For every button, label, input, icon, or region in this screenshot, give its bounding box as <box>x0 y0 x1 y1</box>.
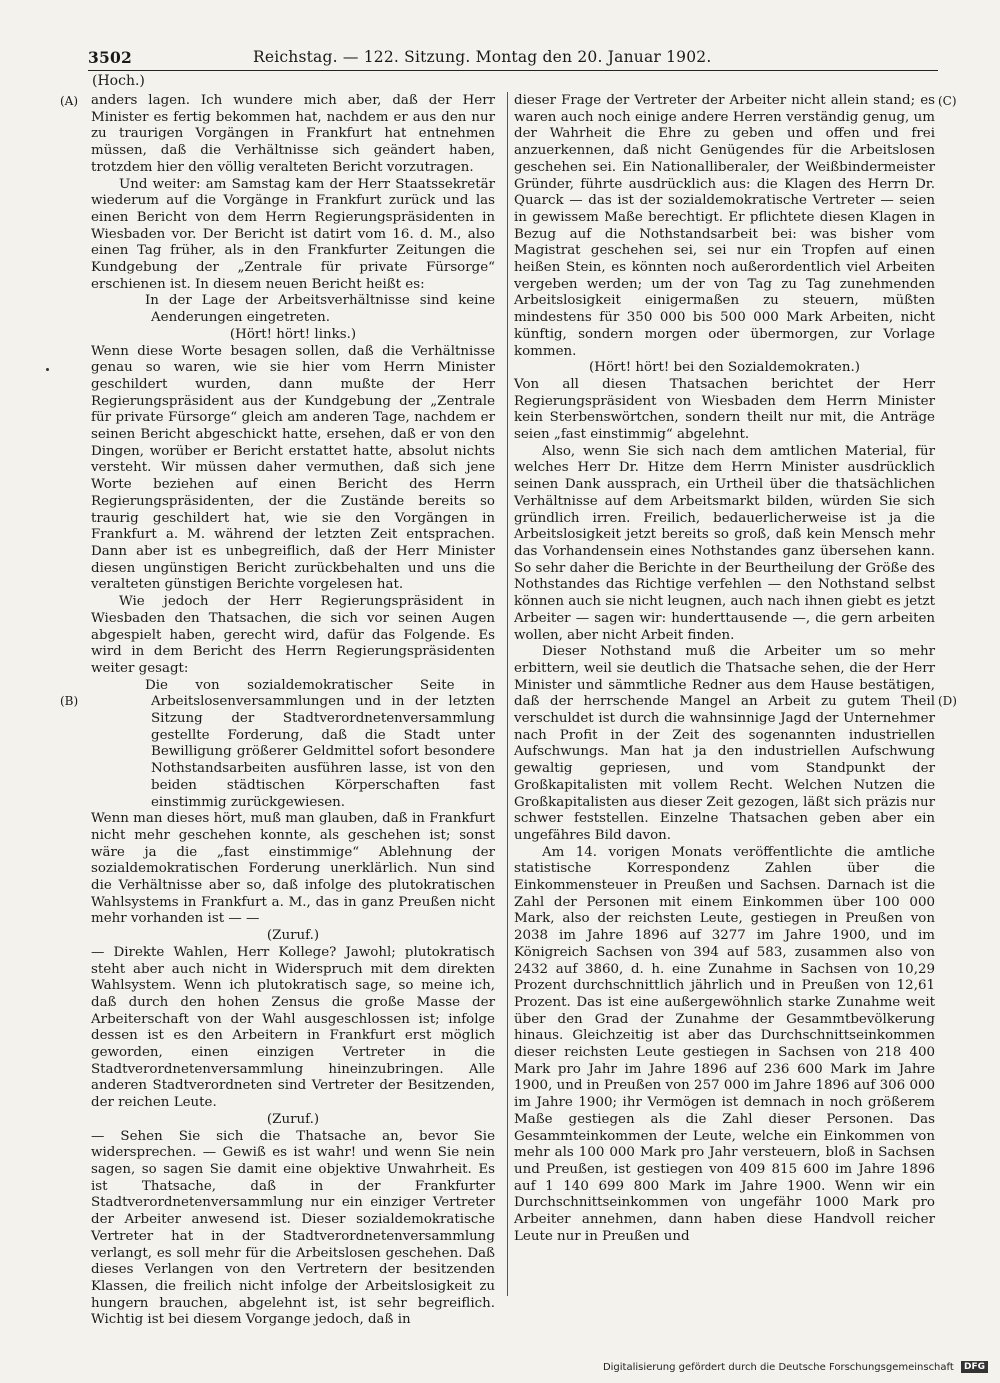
interjection: (Hört! hört! bei den Sozialdemokraten.) <box>589 360 860 376</box>
paragraph: — Sehen Sie sich die Thatsache an, bevor Sie widersprechen. — Gewiß es ist wahr! und wenn Sie nein sagen, so sagen Sie damit eine objektive Unwahrheit. Es ist Thatsache, daß in der Frankfurter Stadtverordnetenversammlung nur ein einziger Vertreter der Arbeiter anwesend ist. Dieser sozialdemokratische Vertreter hat in der Stadtverordnetenversammlung verlangt, es soll mehr für die Arbeitslosen geschehen. Daß dieses Verlangen von den Vertretern der besitzenden Klassen, die freilich nicht infolge der Arbeitslosigkeit zu hungern brauchen, abgelehnt ist, ist sehr begreiflich. Wichtig ist bei diesem Vorgange jedoch, daß in <box>91 1128 495 1328</box>
paragraph: Am 14. vorigen Monats veröffentlichte die amtliche statistische Korrespondenz Zahlen über die Einkommensteuer in Preußen und Sachsen. Darnach ist die Zahl der Personen mit einem Einkommen über 100 000 Mark, also der reichsten Leute, gestiegen in Preußen von 2038 im Jahre 1896 auf 3277 im Jahre 1900, und im Königreich Sachsen von 394 auf 583, zusammen also von 2432 auf 3860, d. h. eine Zunahme in Sachsen von 10,29 Prozent durchschnittlich jährlich und in Preußen von 12,61 Prozent. Das ist eine außergewöhnlich starke Zunahme weit über den Grad der Zunahme der Gesammtbevölkerung hinaus. Gleichzeitig ist aber das Durchschnittseinkommen dieser reichsten Leute gestiegen in Sachsen von 218 400 Mark pro Jahr im Jahre 1896 auf 236 600 Mark im Jahre 1900, und in Preußen von 257 000 im Jahre 1896 auf 306 000 im Jahre 1900; ihr Vermögen ist demnach in noch größerem Maße gestiegen als die Zahl dieser Personen. Das Gesammteinkommen der Leute, welche ein Einkommen von mehr als 100 000 Mark pro Jahr versteuern, bloß in Sachsen und Preußen, ist gestiegen von 409 815 600 im Jahre 1896 auf 1 140 699 800 Mark im Jahre 1900. Wenn wir ein Durchschnittseinkommen von ungefähr 1000 Mark pro Arbeiter annehmen, dann haben diese Handvoll reicher Leute nur in Preußen und <box>514 844 936 1244</box>
paragraph: Dieser Nothstand muß die Arbeiter um so mehr erbittern, weil sie deutlich die Thatsache sehen, die der Herr Minister und sämmtliche Redner aus dem Hause bestätigen, daß der herrschende Mangel an Arbeit zu gutem Theil verschuldet ist durch die wahnsinnige Jagd der Unternehmer nach Profit in der Zeit des sogenannten industriellen Aufschwungs. Man hat ja den industriellen Aufschwung gewaltig gepriesen, und vom Standpunkt der Großkapitalisten mit vollem Recht. Welchen Nutzen die Großkapitalisten aus dieser Zeit gezogen, läßt sich präzis nur schwer feststellen. Einzelne Thatsachen geben aber ein ungefähres Bild davon. <box>514 644 935 843</box>
margin-mark-a: (A) <box>60 94 79 108</box>
footer-credit <box>603 1361 988 1373</box>
margin-mark-d: (D) <box>938 694 957 708</box>
paragraph: Wenn man dieses hört, muß man glauben, daß in Frankfurt nicht mehr geschehen konnte, als geschehen ist; sonst wäre ja die „fast einstimmige“ Ablehnung der sozialdemokratischen Forderung unerklärlich. Nun sind die Verhältnisse aber so, daß infolge des plutokratischen Wahlsystems in Frankfurt a. M., das in ganz Preußen nicht mehr vorhanden ist — — <box>91 811 495 927</box>
interjection: (Zuruf.) <box>266 1111 320 1127</box>
dfg-logo: DFG <box>961 1361 988 1373</box>
paragraph: dieser Frage der Vertreter der Arbeiter nicht allein stand; es waren auch noch einige andere Herren verständig genug, um der Wahrheit die Ehre zu geben und offen und frei anzuerkennen, daß nicht Genügendes für die Arbeitslosen geschehen sei. Ein Nationalliberaler, der Weißbindermeister Gründer, führte ausdrücklich aus: die Klagen des Herrn Dr. Quarck — das ist der sozialdemokratische Vertreter — seien in gewissem Maße berechtigt. Er pflichtete diesen Klagen in Bezug auf die Nothstandsarbeit bei: was bisher vom Magistrat geschehen sei, sei nur ein Tropfen auf einen heißen Stein, es könnten noch außerordentlich viel Arbeiten vergeben werden; um der von Tag zu Tag zunehmenden Arbeitslosigkeit einigermaßen zu steuern, müßten mindestens für 350 000 bis 500 000 Mark Arbeiten, nicht künftig, sondern morgen oder übermorgen, zur Vorlage kommen. <box>514 93 935 359</box>
speaker-name: (Hoch.) <box>92 73 145 89</box>
left-column <box>91 93 495 1329</box>
right-column <box>514 93 935 1246</box>
quotation: Die von sozialdemokratischer Seite in Arbeitslosenversammlungen und in der letzten Sitzung der Stadtverordnetenversammlung gestellte Forderung, daß die Stadt unter Bewilligung größerer Geldmittel sofort besondere Nothstandsarbeiten ausführen lasse, ist von den beiden städtischen Körperschaften fast einstimmig zurückgewiesen. <box>145 677 495 810</box>
interjection: (Hört! hört! links.) <box>229 326 357 342</box>
interjection: (Zuruf.) <box>266 928 320 944</box>
column-divider <box>507 92 508 1296</box>
header-rule <box>88 70 938 71</box>
quotation: In der Lage der Arbeitsverhältnisse sind keine Aenderungen eingetreten. <box>145 293 495 326</box>
page-header <box>88 48 938 70</box>
page-number: 3502 <box>88 48 132 67</box>
paragraph: Wie jedoch der Herr Regierungspräsident in Wiesbaden den Thatsachen, die sich vor seinen Augen abgespielt haben, gerecht wird, dafür das Folgende. Es wird in dem Bericht des Herrn Regierungspräsidenten weiter gesagt: <box>91 594 495 676</box>
page-title: Reichstag. — 122. Sitzung. Montag den 20. Januar 1902. <box>253 48 712 66</box>
paragraph: Wenn diese Worte besagen sollen, daß die Verhältnisse genau so waren, wie sie hier vom Herrn Minister geschildert wurden, dann mußte der Herr Regierungspräsident aus der Kundgebung der „Zentrale für private Fürsorge“ gleich am anderen Tage, nachdem er seinen Bericht abgeschickt hatte, ersehen, daß er von den Dingen, worüber er Bericht erstattet hatte, absolut nichts versteht. Wir müssen daher vermuthen, daß sich jene Worte beziehen auf einen Bericht des Herrn Regierungspräsidenten, der die Zustände bereits so traurig geschildert hat, wie sie den Vorgängen in Frankfurt a. M. während der letzten Zeit entsprachen. Dann aber ist es unbegreiflich, daß der Herr Minister diesen ungünstigen Bericht zurückbehalten und uns die veralteten günstigen Berichte vorgelesen hat. <box>91 343 495 593</box>
margin-mark-b: (B) <box>60 694 79 708</box>
footer-text: Digitalisierung gefördert durch die Deutsche Forschungsgemeinschaft <box>602 1362 954 1373</box>
paragraph: anders lagen. Ich wundere mich aber, daß der Herr Minister es fertig bekommen hat, nachdem er aus den nur zu traurigen Vorgängen in Frankfurt hat entnehmen müssen, daß die Verhältnisse sich geändert haben, trotzdem hier den völlig veralteten Bericht vorzutragen. <box>91 93 495 175</box>
margin-mark-c: (C) <box>938 94 957 108</box>
paragraph: Und weiter: am Samstag kam der Herr Staatssekretär wiederum auf die Vorgänge in Frankfurt zurück und las einen Bericht von dem Herrn Regierungspräsidenten in Wiesbaden vor. Der Bericht ist datirt vom 16. d. M., also einen Tag früher, als in den Frankfurter Zeitungen die Kundgebung der „Zentrale für private Fürsorge“ erschienen ist. In diesem neuen Bericht heißt es: <box>91 176 495 292</box>
paragraph: — Direkte Wahlen, Herr Kollege? Jawohl; plutokratisch steht aber auch nicht in Widerspruch mit dem direkten Wahlsystem. Wenn ich plutokratisch sage, so meine ich, daß durch den hohen Zensus die große Masse der Arbeiterschaft von der Wahl ausgeschlossen ist; infolge dessen ist es den Arbeitern in Frankfurt erst möglich geworden, einen einzigen Vertreter in die Stadtverordnetenversammlung hineinzubringen. Alle anderen Stadtverordneten sind Vertreter der Besitzenden, der reichen Leute. <box>91 944 495 1111</box>
paragraph: Von all diesen Thatsachen berichtet der Herr Regierungspräsident von Wiesbaden dem Herrn Minister kein Sterbenswörtchen, sondern theilt nur mit, die Anträge seien „fast einstimmig“ abgelehnt. <box>514 376 935 443</box>
margin-dot <box>46 368 49 371</box>
paragraph: Also, wenn Sie sich nach dem amtlichen Material, für welches Herr Dr. Hitze dem Herrn Minister ausdrücklich seinen Dank aussprach, ein Urtheil über die thatsächlichen Verhältnisse auf dem Arbeitsmarkt bilden, würden Sie sich gründlich irren. Freilich, bedauerlicherweise ist ja die Arbeitslosigkeit jetzt bereits so groß, daß kein Mensch mehr das Vorhandensein eines Nothstandes ganz übersehen kann. So sehr daher die Berichte in der Beurtheilung der Größe des Nothstandes das Richtige verfehlen — den Nothstand selbst können auch sie nicht leugnen, auch nach ihnen giebt es jetzt Arbeiter — sagen wir: hunderttausende —, die gern arbeiten wollen, aber nicht Arbeit finden. <box>514 443 935 643</box>
